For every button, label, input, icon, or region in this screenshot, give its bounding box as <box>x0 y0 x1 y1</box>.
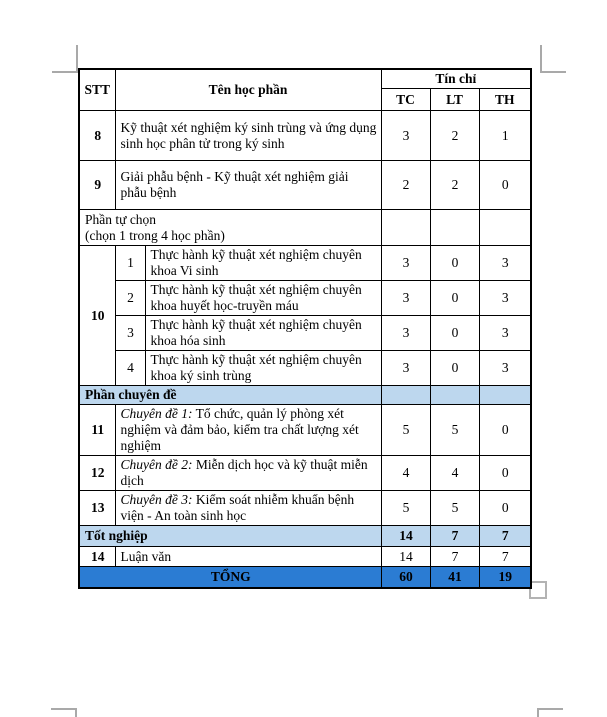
course-name-cell: Kỹ thuật xét nghiệm ký sinh trùng và ứng dụng sinh học phân tử trong ký sinh <box>115 111 381 161</box>
row-9 <box>79 161 531 210</box>
tc-cell: 4 <box>381 456 430 491</box>
course-name-italic-prefix: Chuyên đề 1: <box>120 406 193 421</box>
tc-cell: 3 <box>381 111 430 161</box>
course-name-text: Miễn dịch học và kỹ thuật miễn dịch <box>120 457 368 488</box>
tc-cell: 3 <box>381 281 430 316</box>
row-10-sub-1 <box>79 246 531 281</box>
course-name-cell: Thực hành kỹ thuật xét nghiệm chuyên khoa hóa sinh <box>145 316 381 351</box>
course-name-italic-prefix: Chuyên đề 2: <box>120 457 193 472</box>
sub-index-cell: 2 <box>115 281 145 316</box>
lt-cell: 0 <box>430 316 479 351</box>
sub-index-cell: 1 <box>115 246 145 281</box>
crop-mark-bottom-right-icon <box>537 708 563 717</box>
course-name-cell <box>115 456 381 491</box>
th-cell: 0 <box>479 456 531 491</box>
header-row-1 <box>79 69 531 89</box>
course-name-cell: Thực hành kỹ thuật xét nghiệm chuyên khoa huyết học-truyền máu <box>145 281 381 316</box>
course-name-cell <box>115 405 381 456</box>
row-13 <box>79 491 531 526</box>
col-header-lt: LT <box>430 89 479 111</box>
lt-cell: 7 <box>430 526 479 547</box>
th-cell: 19 <box>479 567 531 588</box>
lt-cell: 0 <box>430 281 479 316</box>
lt-cell <box>430 386 479 405</box>
th-cell: 3 <box>479 351 531 386</box>
th-cell: 3 <box>479 316 531 351</box>
course-name-cell: Thực hành kỹ thuật xét nghiệm chuyên khoa Vi sinh <box>145 246 381 281</box>
th-cell: 7 <box>479 547 531 567</box>
lt-cell: 7 <box>430 547 479 567</box>
graduation-label-cell: Tốt nghiệp <box>79 526 381 547</box>
course-name-cell: Luận văn <box>115 547 381 567</box>
elective-line-1: Phần tự chọn <box>85 211 157 227</box>
th-cell: 1 <box>479 111 531 161</box>
lt-cell: 5 <box>430 491 479 526</box>
th-cell: 0 <box>479 491 531 526</box>
tc-cell: 60 <box>381 567 430 588</box>
th-cell: 3 <box>479 246 531 281</box>
total-label-cell: TỔNG <box>79 567 381 588</box>
th-cell <box>479 210 531 246</box>
th-cell: 0 <box>479 405 531 456</box>
sub-index-cell: 3 <box>115 316 145 351</box>
lt-cell: 41 <box>430 567 479 588</box>
crop-mark-top-right-icon <box>540 45 566 73</box>
special-section-cell: Phần chuyên đề <box>79 386 381 405</box>
tc-cell: 3 <box>381 246 430 281</box>
tc-cell: 3 <box>381 316 430 351</box>
lt-cell: 4 <box>430 456 479 491</box>
col-header-tc: TC <box>381 89 430 111</box>
row-total <box>79 567 531 588</box>
row-10-sub-4 <box>79 351 531 386</box>
sub-index-cell: 4 <box>115 351 145 386</box>
stt-cell: 13 <box>79 491 115 526</box>
lt-cell: 2 <box>430 111 479 161</box>
stt-cell: 8 <box>79 111 115 161</box>
stt-cell: 12 <box>79 456 115 491</box>
tc-cell <box>381 210 430 246</box>
course-name-cell: Thực hành kỹ thuật xét nghiệm chuyên khoa ký sinh trùng <box>145 351 381 386</box>
crop-mark-top-left-icon <box>52 45 78 73</box>
lt-cell: 0 <box>430 351 479 386</box>
tc-cell: 14 <box>381 547 430 567</box>
crop-mark-bottom-left-icon <box>51 708 77 717</box>
stt-cell: 9 <box>79 161 115 210</box>
course-name-text: Kiểm soát nhiễm khuẩn bệnh viện - An toàn sinh học <box>120 492 355 523</box>
row-elective-section <box>79 210 531 246</box>
lt-cell: 0 <box>430 246 479 281</box>
elective-line-2: (chọn 1 trong 4 học phần) <box>85 227 225 243</box>
row-8 <box>79 111 531 161</box>
tc-cell: 14 <box>381 526 430 547</box>
course-name-text: Tổ chức, quản lý phòng xét nghiệm và đảm bảo, kiểm tra chất lượng xét nghiệm <box>120 406 359 453</box>
row-10-sub-2 <box>79 281 531 316</box>
stt-cell: 10 <box>79 246 115 386</box>
tc-cell: 5 <box>381 405 430 456</box>
curriculum-table <box>78 68 532 589</box>
stt-cell: 14 <box>79 547 115 567</box>
th-cell: 0 <box>479 161 531 210</box>
row-graduation <box>79 526 531 547</box>
tc-cell: 5 <box>381 491 430 526</box>
row-11 <box>79 405 531 456</box>
lt-cell: 2 <box>430 161 479 210</box>
col-header-stt: STT <box>79 69 115 111</box>
lt-cell: 5 <box>430 405 479 456</box>
stt-cell: 11 <box>79 405 115 456</box>
col-header-credits-group: Tín chỉ <box>381 69 531 89</box>
lt-cell <box>430 210 479 246</box>
th-cell: 3 <box>479 281 531 316</box>
tc-cell: 3 <box>381 351 430 386</box>
row-10-sub-3 <box>79 316 531 351</box>
col-header-course-name: Tên học phần <box>115 69 381 111</box>
tc-cell: 2 <box>381 161 430 210</box>
row-special-section <box>79 386 531 405</box>
course-name-cell: Giải phẫu bệnh - Kỹ thuật xét nghiệm giải phẫu bệnh <box>115 161 381 210</box>
tc-cell <box>381 386 430 405</box>
elective-section-cell <box>79 210 381 246</box>
course-name-italic-prefix: Chuyên đề 3: <box>120 492 193 507</box>
th-cell: 7 <box>479 526 531 547</box>
th-cell <box>479 386 531 405</box>
col-header-th: TH <box>479 89 531 111</box>
row-12 <box>79 456 531 491</box>
course-name-cell <box>115 491 381 526</box>
row-14 <box>79 547 531 567</box>
